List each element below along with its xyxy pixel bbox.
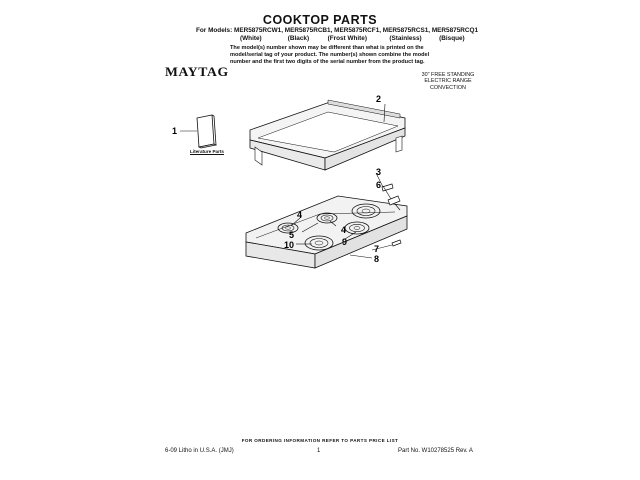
range-desc-line-3: CONVECTION xyxy=(430,84,466,91)
litho-info: 6-09 Litho in U.S.A. (JMJ) xyxy=(165,448,234,454)
model-number-note: The model(s) number shown may be different than what is printed on the model/serial tag of your product. The number(s) shown combine the model number and the first two digits of the serial number from the product tag. xyxy=(230,45,430,65)
color-white: (White) xyxy=(240,35,262,42)
page-number: 1 xyxy=(317,448,321,454)
callout-2: 2 xyxy=(376,94,382,104)
color-frost-white: (Frost White) xyxy=(327,35,367,42)
literature-parts-label: Literature Parts xyxy=(190,149,224,154)
burner-box-base xyxy=(246,196,407,268)
callout-10: 10 xyxy=(284,240,295,250)
callout-5: 5 xyxy=(289,230,295,240)
callout-6: 6 xyxy=(376,180,382,190)
page-title: COOKTOP PARTS xyxy=(262,13,378,27)
range-desc-line-2: ELECTRIC RANGE xyxy=(424,78,472,85)
callout-1: 1 xyxy=(172,126,178,136)
callout-3: 3 xyxy=(376,167,382,177)
callout-8: 8 xyxy=(374,254,380,264)
models-label: For Models: xyxy=(196,27,233,34)
callout-7: 7 xyxy=(374,244,380,254)
callout-9: 9 xyxy=(342,237,348,247)
brand-logo: MAYTAG xyxy=(165,64,229,79)
cooktop-main-top xyxy=(250,100,405,170)
callout-4-left: 4 xyxy=(297,210,303,220)
part-number: Part No. W10278525 Rev. A xyxy=(398,448,473,454)
callout-4-right: 4 xyxy=(341,225,347,235)
color-stainless: (Stainless) xyxy=(389,35,422,42)
literature-booklet xyxy=(197,115,216,148)
ordering-info: FOR ORDERING INFORMATION REFER TO PARTS PRICE LIST xyxy=(241,438,399,443)
models-list: MER5875RCW1, MER5875RCB1, MER5875RCF1, MER5875RCS1, MER5875RCQ1 xyxy=(234,27,478,34)
color-black: (Black) xyxy=(287,35,310,42)
color-bisque: (Bisque) xyxy=(439,35,465,42)
range-desc-line-1: 30" FREE STANDING xyxy=(421,72,475,78)
